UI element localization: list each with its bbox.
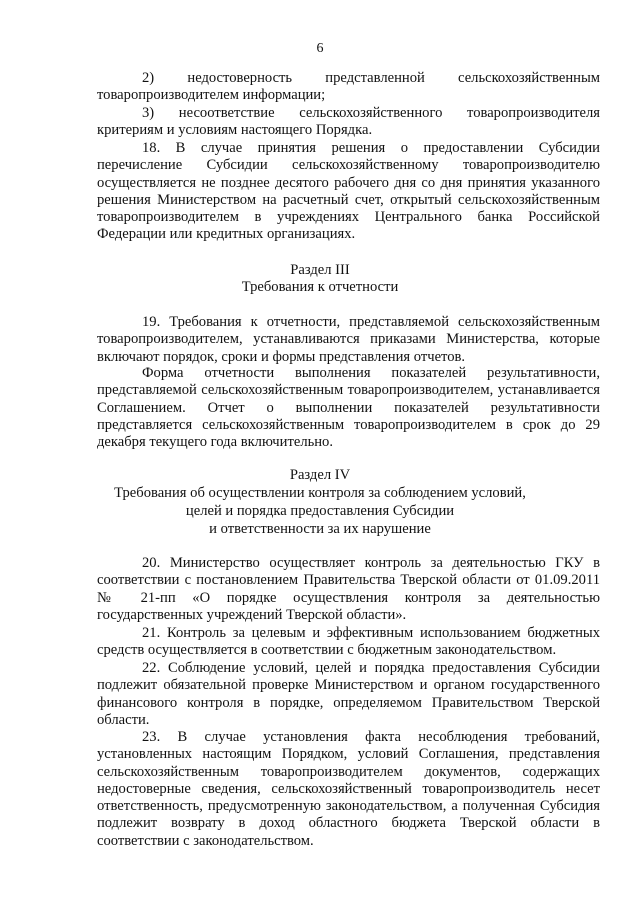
section-4-subheading-line-2: целей и порядка предоставления Субсидии [185,503,455,519]
paragraph-report-form: Форма отчетности выполнения показателей результативности, представляемой сельскохозяйственным товаропроизводителем, устанавливается Соглашением. Отчет о выполнении показателей результативности представляется сельскохозяйственным товаропроизводителем в срок до 29 декабря текущего года включительно. [97,365,600,451]
paragraph-18: 18. В случае принятия решения о предоставлении Субсидии перечисление Субсидии сельскохозяйственному товаропроизводителю осуществляется не позднее десятого рабочего дня со дня принятия указанного решения Министерством на расчетный счет, открытый сельскохозяйственным товаропроизводителем в учреждениях Центрального банка Российской Федерации или кредитных организациях. [97,140,600,243]
paragraph-20: 20. Министерство осуществляет контроль за деятельностью ГКУ в соответствии с постановлением Правительства Тверской области от 01.09.2011 № 21-пп «О порядке осуществления контроля за деятельностью государственных учреждений Тверской области». [97,555,600,623]
item-2: 2) недостоверность представленной сельскохозяйственным товаропроизводителем информации; [97,70,600,104]
section-3-subheading: Требования к отчетности [241,279,399,295]
page-number: 6 [316,41,324,56]
paragraph-23: 23. В случае установления факта несоблюдения требований, установленных настоящим Порядком, условий Соглашения, представления сельскохозяйственным товаропроизводителем документов, содержащих недостоверные сведения, сельскохозяйственный товаропроизводитель несет ответственность, предусмотренную законодательством, а полученная Субсидия подлежит возврату в доход областного бюджета Тверской области в соответствии с законодательством. [97,729,600,849]
section-4-heading: Раздел IV [289,467,351,483]
paragraph-21: 21. Контроль за целевым и эффективным использованием бюджетных средств осуществляется в соответствии с бюджетным законодательством. [97,625,600,659]
section-4-subheading-line-1: Требования об осуществлении контроля за соблюдением условий, [114,485,526,501]
section-4-subheading-line-3: и ответственности за их нарушение [209,521,431,537]
paragraph-19: 19. Требования к отчетности, представляемой сельскохозяйственным товаропроизводителем, устанавливаются приказами Министерства, которые включают порядок, сроки и формы представления отчетов. [97,314,600,365]
section-3-heading: Раздел III [290,262,350,278]
paragraph-22: 22. Соблюдение условий, целей и порядка предоставления Субсидии подлежит обязательной проверке Министерством и органом государственного финансового контроля в порядке, определяемом Правительством Тверской области. [97,660,600,728]
item-3: 3) несоответствие сельскохозяйственного товаропроизводителя критериям и условиям настоящего Порядка. [97,105,600,139]
